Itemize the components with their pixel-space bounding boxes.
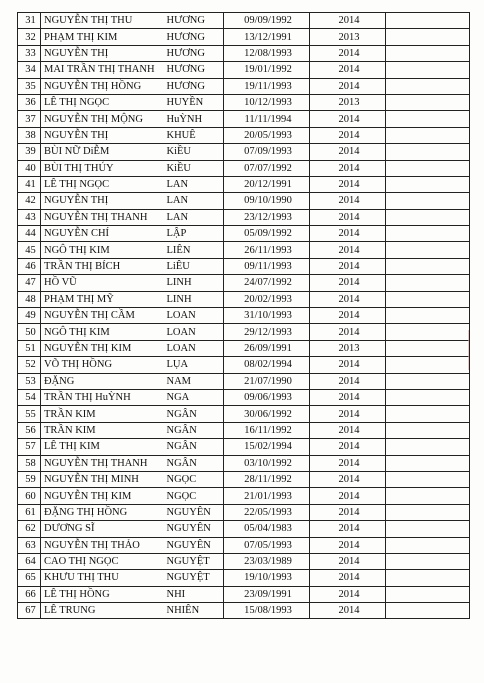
- graduation-year: 2014: [310, 586, 386, 602]
- table-row: [18, 455, 470, 471]
- graduation-year: 2014: [310, 226, 386, 242]
- note-cell: [386, 94, 470, 110]
- table-row: [18, 340, 470, 356]
- date-of-birth: 13/12/1991: [224, 29, 310, 45]
- note-cell: [386, 455, 470, 471]
- row-number: 44: [18, 226, 41, 242]
- given-name: LẬP: [164, 226, 224, 242]
- graduation-year: 2014: [310, 455, 386, 471]
- graduation-year: 2014: [310, 537, 386, 553]
- note-cell: [386, 521, 470, 537]
- given-name: NHI: [164, 586, 224, 602]
- family-middle-name: DƯƠNG SĨ: [41, 521, 164, 537]
- graduation-year: 2014: [310, 160, 386, 176]
- note-cell: [386, 586, 470, 602]
- date-of-birth: 29/12/1993: [224, 324, 310, 340]
- table-row: [18, 488, 470, 504]
- note-cell: [386, 45, 470, 61]
- row-number: 34: [18, 62, 41, 78]
- row-number: 66: [18, 586, 41, 602]
- table-row: [18, 308, 470, 324]
- table-row: [18, 291, 470, 307]
- graduation-year: 2014: [310, 439, 386, 455]
- note-cell: [386, 504, 470, 520]
- note-cell: [386, 570, 470, 586]
- note-cell: [386, 439, 470, 455]
- table-row: [18, 62, 470, 78]
- date-of-birth: 30/06/1992: [224, 406, 310, 422]
- note-cell: [386, 127, 470, 143]
- row-number: 32: [18, 29, 41, 45]
- family-middle-name: BÙI NỮ DiỄM: [41, 144, 164, 160]
- date-of-birth: 05/04/1983: [224, 521, 310, 537]
- family-middle-name: LÊ THỊ NGỌC: [41, 94, 164, 110]
- row-number: 63: [18, 537, 41, 553]
- note-cell: [386, 471, 470, 487]
- date-of-birth: 28/11/1992: [224, 471, 310, 487]
- date-of-birth: 09/06/1993: [224, 389, 310, 405]
- family-middle-name: BÙI THỊ THÚY: [41, 160, 164, 176]
- date-of-birth: 22/05/1993: [224, 504, 310, 520]
- table-row: [18, 406, 470, 422]
- family-middle-name: NGÔ THỊ KIM: [41, 324, 164, 340]
- graduation-year: 2014: [310, 308, 386, 324]
- date-of-birth: 11/11/1994: [224, 111, 310, 127]
- row-number: 62: [18, 521, 41, 537]
- table-row: [18, 537, 470, 553]
- family-middle-name: NGUYỄN THỊ: [41, 127, 164, 143]
- note-cell: [386, 13, 470, 29]
- row-number: 38: [18, 127, 41, 143]
- graduation-year: 2014: [310, 357, 386, 373]
- family-middle-name: ĐẶNG THỊ HỒNG: [41, 504, 164, 520]
- graduation-year: 2014: [310, 144, 386, 160]
- family-middle-name: NGUYỄN CHÍ: [41, 226, 164, 242]
- table-row: [18, 553, 470, 569]
- given-name: HƯƠNG: [164, 29, 224, 45]
- table-row: [18, 94, 470, 110]
- table-row: [18, 111, 470, 127]
- graduation-year: 2014: [310, 389, 386, 405]
- given-name: LAN: [164, 209, 224, 225]
- row-number: 55: [18, 406, 41, 422]
- graduation-year: 2014: [310, 553, 386, 569]
- date-of-birth: 10/12/1993: [224, 94, 310, 110]
- given-name: HƯƠNG: [164, 13, 224, 29]
- table-row: [18, 176, 470, 192]
- row-number: 31: [18, 13, 41, 29]
- date-of-birth: 21/07/1990: [224, 373, 310, 389]
- family-middle-name: LÊ TRUNG: [41, 603, 164, 619]
- family-middle-name: LÊ THỊ KIM: [41, 439, 164, 455]
- family-middle-name: NGUYỄN THỊ KIM: [41, 488, 164, 504]
- row-number: 41: [18, 176, 41, 192]
- given-name: HUYỀN: [164, 94, 224, 110]
- graduation-year: 2014: [310, 471, 386, 487]
- table-row: [18, 258, 470, 274]
- family-middle-name: TRẦN KIM: [41, 406, 164, 422]
- given-name: NGUYỆT: [164, 570, 224, 586]
- row-number: 40: [18, 160, 41, 176]
- table-row: [18, 471, 470, 487]
- family-middle-name: CAO THỊ NGỌC: [41, 553, 164, 569]
- date-of-birth: 20/02/1993: [224, 291, 310, 307]
- note-cell: [386, 144, 470, 160]
- date-of-birth: 20/05/1993: [224, 127, 310, 143]
- date-of-birth: 12/08/1993: [224, 45, 310, 61]
- graduation-year: 2014: [310, 291, 386, 307]
- family-middle-name: KHƯU THỊ THU: [41, 570, 164, 586]
- note-cell: [386, 357, 470, 373]
- given-name: NGỌC: [164, 471, 224, 487]
- row-number: 49: [18, 308, 41, 324]
- graduation-year: 2014: [310, 176, 386, 192]
- note-cell: [386, 406, 470, 422]
- table-row: [18, 275, 470, 291]
- note-cell: [386, 291, 470, 307]
- row-number: 54: [18, 389, 41, 405]
- family-middle-name: NGUYỄN THỊ THU: [41, 13, 164, 29]
- table-row: [18, 226, 470, 242]
- date-of-birth: 19/01/1992: [224, 62, 310, 78]
- given-name: LOAN: [164, 324, 224, 340]
- note-cell: [386, 258, 470, 274]
- given-name: NGÂN: [164, 406, 224, 422]
- family-middle-name: NGUYỄN THỊ: [41, 45, 164, 61]
- row-number: 47: [18, 275, 41, 291]
- given-name: KiỀU: [164, 160, 224, 176]
- family-middle-name: NGUYỄN THỊ KIM: [41, 340, 164, 356]
- graduation-year: 2014: [310, 45, 386, 61]
- graduation-year: 2014: [310, 13, 386, 29]
- graduation-year: 2014: [310, 209, 386, 225]
- graduation-year: 2014: [310, 193, 386, 209]
- date-of-birth: 26/11/1993: [224, 242, 310, 258]
- family-middle-name: NGUYỄN THỊ MINH: [41, 471, 164, 487]
- note-cell: [386, 29, 470, 45]
- family-middle-name: PHẠM THỊ MỸ: [41, 291, 164, 307]
- note-cell: [386, 62, 470, 78]
- note-cell: [386, 324, 470, 340]
- table-row: [18, 242, 470, 258]
- graduation-year: 2014: [310, 275, 386, 291]
- family-middle-name: NGÔ THỊ KIM: [41, 242, 164, 258]
- given-name: LOAN: [164, 308, 224, 324]
- margin-pen-mark: [468, 330, 483, 370]
- date-of-birth: 16/11/1992: [224, 422, 310, 438]
- graduation-year: 2014: [310, 406, 386, 422]
- row-number: 53: [18, 373, 41, 389]
- family-middle-name: NGUYỄN THỊ THẢO: [41, 537, 164, 553]
- row-number: 42: [18, 193, 41, 209]
- row-number: 58: [18, 455, 41, 471]
- note-cell: [386, 176, 470, 192]
- graduation-year: 2013: [310, 94, 386, 110]
- given-name: LAN: [164, 176, 224, 192]
- date-of-birth: 05/09/1992: [224, 226, 310, 242]
- graduation-year: 2014: [310, 111, 386, 127]
- row-number: 57: [18, 439, 41, 455]
- date-of-birth: 07/07/1992: [224, 160, 310, 176]
- note-cell: [386, 275, 470, 291]
- family-middle-name: NGUYỄN THỊ THANH: [41, 209, 164, 225]
- note-cell: [386, 537, 470, 553]
- table-row: [18, 422, 470, 438]
- row-number: 67: [18, 603, 41, 619]
- given-name: NGUYÊN: [164, 537, 224, 553]
- graduation-year: 2013: [310, 29, 386, 45]
- given-name: HƯƠNG: [164, 78, 224, 94]
- family-middle-name: TRẦN THỊ HuỲNH: [41, 389, 164, 405]
- note-cell: [386, 308, 470, 324]
- note-cell: [386, 78, 470, 94]
- date-of-birth: 23/09/1991: [224, 586, 310, 602]
- row-number: 37: [18, 111, 41, 127]
- note-cell: [386, 553, 470, 569]
- date-of-birth: 21/01/1993: [224, 488, 310, 504]
- date-of-birth: 20/12/1991: [224, 176, 310, 192]
- table-row: [18, 439, 470, 455]
- row-number: 52: [18, 357, 41, 373]
- date-of-birth: 23/03/1989: [224, 553, 310, 569]
- given-name: HuỲNH: [164, 111, 224, 127]
- given-name: LINH: [164, 291, 224, 307]
- date-of-birth: 23/12/1993: [224, 209, 310, 225]
- note-cell: [386, 111, 470, 127]
- given-name: LiÊU: [164, 258, 224, 274]
- row-number: 56: [18, 422, 41, 438]
- family-middle-name: NGUYỄN THỊ MỘNG: [41, 111, 164, 127]
- table-row: [18, 144, 470, 160]
- row-number: 50: [18, 324, 41, 340]
- row-number: 39: [18, 144, 41, 160]
- note-cell: [386, 340, 470, 356]
- date-of-birth: 26/09/1991: [224, 340, 310, 356]
- given-name: NGUYÊN: [164, 504, 224, 520]
- given-name: HƯƠNG: [164, 62, 224, 78]
- table-row: [18, 521, 470, 537]
- graduation-year: 2014: [310, 373, 386, 389]
- given-name: NGA: [164, 389, 224, 405]
- table-row: [18, 373, 470, 389]
- row-number: 46: [18, 258, 41, 274]
- table-row: [18, 13, 470, 29]
- table-row: [18, 357, 470, 373]
- date-of-birth: 07/05/1993: [224, 537, 310, 553]
- row-number: 61: [18, 504, 41, 520]
- table-row: [18, 209, 470, 225]
- family-middle-name: ĐẶNG: [41, 373, 164, 389]
- table-row: [18, 570, 470, 586]
- given-name: NGÂN: [164, 422, 224, 438]
- graduation-year: 2014: [310, 603, 386, 619]
- date-of-birth: 09/09/1992: [224, 13, 310, 29]
- row-number: 51: [18, 340, 41, 356]
- family-middle-name: NGUYỄN THỊ THANH: [41, 455, 164, 471]
- date-of-birth: 24/07/1992: [224, 275, 310, 291]
- table-row: [18, 603, 470, 619]
- given-name: LIÊN: [164, 242, 224, 258]
- row-number: 60: [18, 488, 41, 504]
- row-number: 35: [18, 78, 41, 94]
- given-name: LỤA: [164, 357, 224, 373]
- family-middle-name: NGUYỄN THỊ HỒNG: [41, 78, 164, 94]
- graduation-year: 2014: [310, 78, 386, 94]
- given-name: NGÂN: [164, 455, 224, 471]
- given-name: NGUYỆT: [164, 553, 224, 569]
- date-of-birth: 09/11/1993: [224, 258, 310, 274]
- date-of-birth: 19/10/1993: [224, 570, 310, 586]
- given-name: LINH: [164, 275, 224, 291]
- family-middle-name: MAI TRẦN THỊ THANH: [41, 62, 164, 78]
- given-name: LOAN: [164, 340, 224, 356]
- given-name: LAN: [164, 193, 224, 209]
- date-of-birth: 15/08/1993: [224, 603, 310, 619]
- given-name: NAM: [164, 373, 224, 389]
- given-name: NGUYÊN: [164, 521, 224, 537]
- family-middle-name: TRẦN KIM: [41, 422, 164, 438]
- table-row: [18, 45, 470, 61]
- date-of-birth: 09/10/1990: [224, 193, 310, 209]
- table-row: [18, 324, 470, 340]
- family-middle-name: NGUYỄN THỊ CẦM: [41, 308, 164, 324]
- row-number: 48: [18, 291, 41, 307]
- table-row: [18, 193, 470, 209]
- row-number: 33: [18, 45, 41, 61]
- row-number: 59: [18, 471, 41, 487]
- table-row: [18, 160, 470, 176]
- family-middle-name: HỒ VŨ: [41, 275, 164, 291]
- graduation-year: 2014: [310, 62, 386, 78]
- graduation-year: 2014: [310, 258, 386, 274]
- note-cell: [386, 603, 470, 619]
- given-name: KHUÊ: [164, 127, 224, 143]
- note-cell: [386, 373, 470, 389]
- table-row: [18, 78, 470, 94]
- row-number: 65: [18, 570, 41, 586]
- date-of-birth: 07/09/1993: [224, 144, 310, 160]
- table-row: [18, 389, 470, 405]
- date-of-birth: 19/11/1993: [224, 78, 310, 94]
- row-number: 36: [18, 94, 41, 110]
- family-middle-name: LÊ THỊ NGỌC: [41, 176, 164, 192]
- graduation-year: 2014: [310, 504, 386, 520]
- date-of-birth: 08/02/1994: [224, 357, 310, 373]
- graduation-year: 2014: [310, 127, 386, 143]
- given-name: HƯƠNG: [164, 45, 224, 61]
- date-of-birth: 15/02/1994: [224, 439, 310, 455]
- table-row: [18, 29, 470, 45]
- family-middle-name: VÕ THỊ HỒNG: [41, 357, 164, 373]
- student-roster-table: [17, 12, 470, 619]
- note-cell: [386, 193, 470, 209]
- given-name: NGÂN: [164, 439, 224, 455]
- family-middle-name: LÊ THỊ HỒNG: [41, 586, 164, 602]
- given-name: KiỀU: [164, 144, 224, 160]
- family-middle-name: TRẦN THỊ BÍCH: [41, 258, 164, 274]
- table-row: [18, 127, 470, 143]
- graduation-year: 2014: [310, 242, 386, 258]
- note-cell: [386, 209, 470, 225]
- note-cell: [386, 422, 470, 438]
- row-number: 64: [18, 553, 41, 569]
- graduation-year: 2014: [310, 422, 386, 438]
- date-of-birth: 03/10/1992: [224, 455, 310, 471]
- row-number: 45: [18, 242, 41, 258]
- note-cell: [386, 389, 470, 405]
- given-name: NHIÊN: [164, 603, 224, 619]
- roster-body: [18, 13, 470, 619]
- note-cell: [386, 226, 470, 242]
- graduation-year: 2014: [310, 324, 386, 340]
- note-cell: [386, 488, 470, 504]
- graduation-year: 2014: [310, 488, 386, 504]
- graduation-year: 2014: [310, 521, 386, 537]
- note-cell: [386, 160, 470, 176]
- given-name: NGỌC: [164, 488, 224, 504]
- row-number: 43: [18, 209, 41, 225]
- date-of-birth: 31/10/1993: [224, 308, 310, 324]
- graduation-year: 2014: [310, 570, 386, 586]
- table-row: [18, 586, 470, 602]
- graduation-year: 2013: [310, 340, 386, 356]
- note-cell: [386, 242, 470, 258]
- family-middle-name: NGUYỄN THỊ: [41, 193, 164, 209]
- family-middle-name: PHẠM THỊ KIM: [41, 29, 164, 45]
- table-row: [18, 504, 470, 520]
